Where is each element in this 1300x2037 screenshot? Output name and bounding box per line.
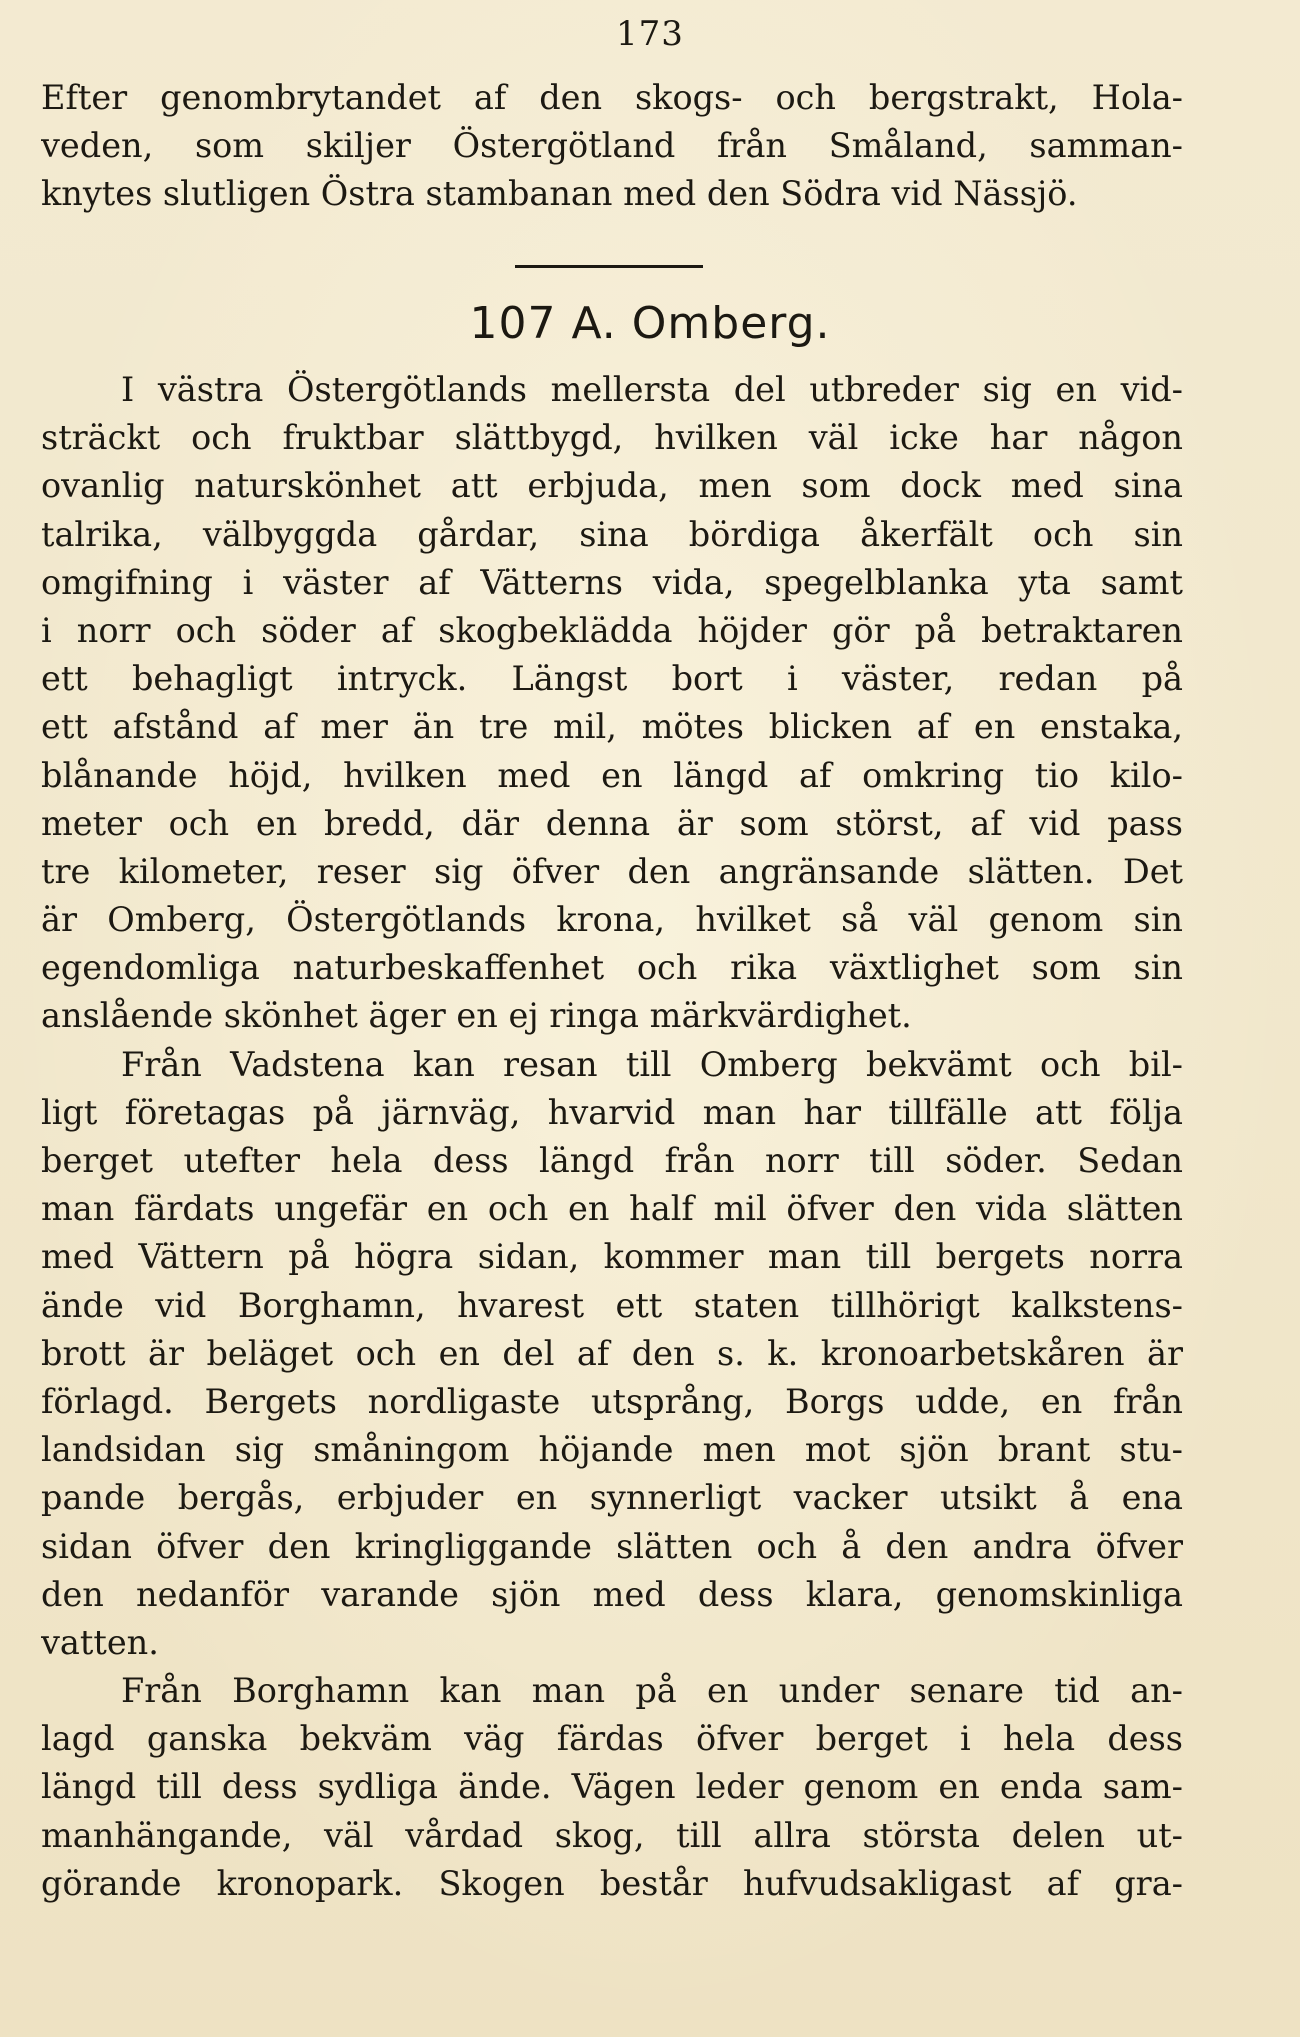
text-line: Efter genombrytandet af den skogs- och bergstrakt, Hola- (41, 78, 1183, 117)
text-line: lagd ganska bekväm väg färdas öfver berget i hela dess (41, 1719, 1183, 1759)
text-line: Från Vadstena kan resan till Omberg bekvämt och bil- (121, 1044, 1183, 1084)
text-line: I västra Östergötlands mellersta del utbreder sig en vid- (121, 370, 1183, 409)
text-line: talrika, välbyggda gårdar, sina bördiga åkerfält och sin (41, 514, 1183, 554)
body-text (41, 366, 1183, 1908)
text-line: ovanlig naturskönhet att erbjuda, men som dock med sina (41, 466, 1183, 506)
text-line: är Omberg, Östergötlands krona, hvilket så väl genom sin (41, 900, 1183, 940)
text-line: man färdats ungefär en och en half mil öfver den vida slätten (41, 1189, 1183, 1229)
section-divider (515, 265, 703, 268)
text-line: blånande höjd, hvilken med en längd af omkring tio kilo- (41, 755, 1183, 795)
text-line: ligt företagas på järnväg, hvarvid man har tillfälle att följa (41, 1092, 1183, 1132)
text-line: meter och en bredd, där denna är som störst, af vid pass (41, 803, 1183, 843)
text-line: veden, som skiljer Östergötland från Småland, samman- (41, 126, 1183, 166)
text-line: med Vättern på högra sidan, kommer man till bergets norra (41, 1237, 1183, 1277)
intro-paragraph (41, 74, 1183, 219)
text-line: i norr och söder af skogbeklädda höjder gör på betraktaren (41, 610, 1183, 650)
text-line: sträckt och fruktbar slättbygd, hvilken väl icke har någon (41, 418, 1183, 458)
text-line: ett afstånd af mer än tre mil, mötes blicken af en enstaka, (41, 707, 1183, 747)
text-line: landsidan sig småningom höjande men mot sjön brant stu- (41, 1430, 1183, 1470)
text-line: längd till dess sydliga ände. Vägen leder genom en enda sam- (41, 1767, 1183, 1807)
text-line: den nedanför varande sjön med dess klara, genomskinliga (41, 1574, 1183, 1614)
text-line: görande kronopark. Skogen består hufvudsakligast af gra- (41, 1863, 1183, 1903)
text-line: ände vid Borghamn, hvarest ett staten tillhörigt kalkstens- (41, 1285, 1183, 1325)
section-heading: 107 A. Omberg. (469, 298, 831, 349)
text-line: egendomliga naturbeskaffenhet och rika växtlighet som sin (41, 948, 1183, 988)
text-line: tre kilometer, reser sig öfver den angränsande slätten. Det (41, 851, 1183, 891)
text-line: omgifning i väster af Vätterns vida, spegelblanka yta samt (41, 562, 1183, 602)
text-line: berget utefter hela dess längd från norr till söder. Sedan (41, 1141, 1183, 1180)
text-line: Från Borghamn kan man på en under senare tid an- (121, 1671, 1183, 1711)
text-line: manhängande, väl vårdad skog, till allra största delen ut- (41, 1815, 1183, 1855)
page-number: 173 (616, 14, 684, 54)
text-line: anslående skönhet äger en ej ringa märkvärdighet. (41, 996, 912, 1036)
text-line: förlagd. Bergets nordligaste utsprång, Borgs udde, en från (41, 1381, 1183, 1421)
text-line: vatten. (41, 1622, 159, 1662)
text-line: ett behagligt intryck. Längst bort i väster, redan på (41, 659, 1183, 699)
text-line: knytes slutligen Östra stambanan med den Södra vid Nässjö. (41, 174, 1078, 214)
text-line: sidan öfver den kringliggande slätten och å den andra öfver (41, 1526, 1183, 1566)
text-line: pande bergås, erbjuder en synnerligt vacker utsikt å ena (41, 1478, 1183, 1518)
text-line: brott är beläget och en del af den s. k. kronoarbetskåren är (41, 1333, 1183, 1373)
